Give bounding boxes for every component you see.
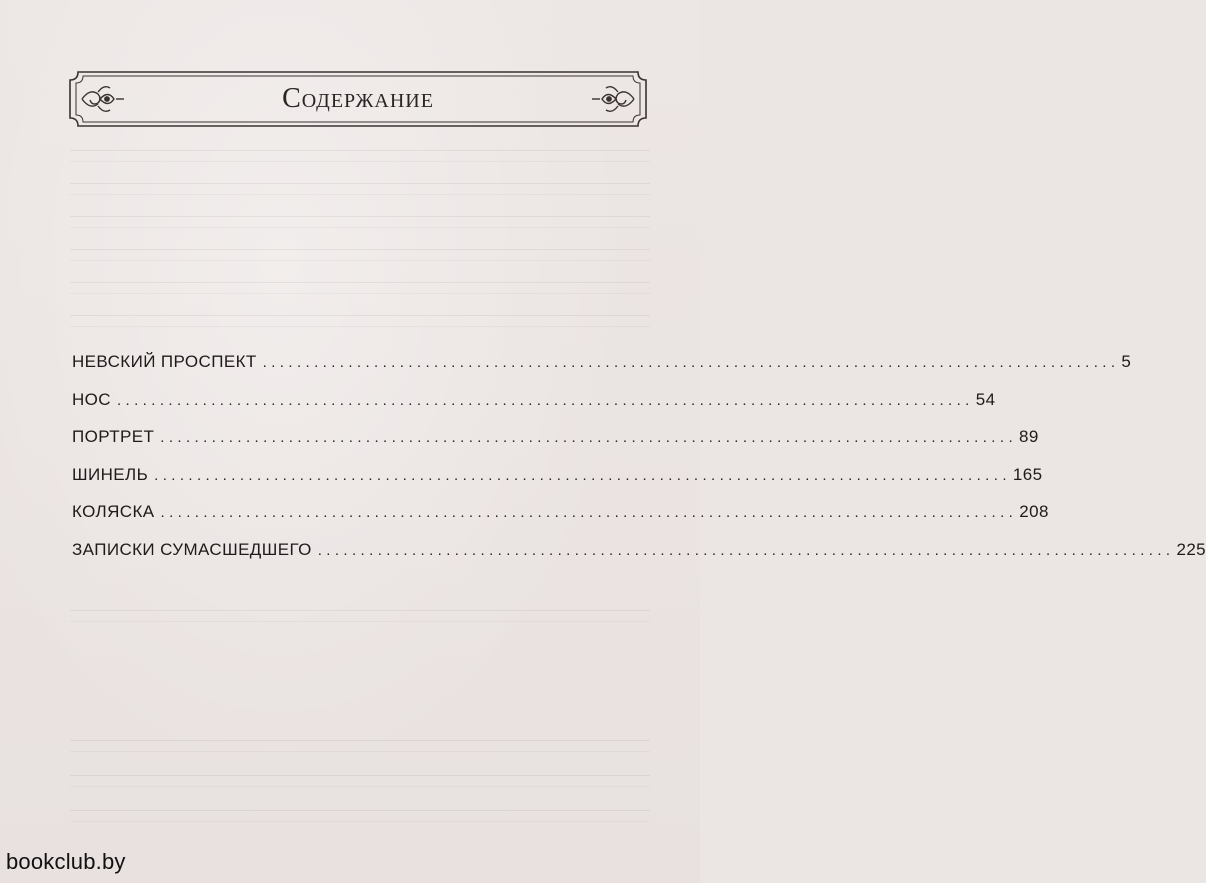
toc-entry-page: 5 xyxy=(1121,352,1132,371)
show-through-line xyxy=(70,282,650,294)
show-through-line xyxy=(70,249,650,261)
show-through-line xyxy=(70,183,650,195)
toc-entry-title: ЗАПИСКИ СУМАСШЕДШЕГО xyxy=(72,539,312,559)
toc-entry-title: ПОРТРЕТ xyxy=(72,427,155,446)
header-frame xyxy=(68,70,648,128)
show-through-line xyxy=(70,775,650,787)
toc-leader-dots: .................................................................................................... xyxy=(154,466,1011,484)
toc-entry-page: 225 xyxy=(1176,539,1206,559)
toc-entry[interactable] xyxy=(72,464,1043,503)
show-through-line xyxy=(70,810,650,822)
toc-entry-title: КОЛЯСКА xyxy=(72,502,155,521)
page-title: Содержание xyxy=(282,83,434,114)
toc-entry[interactable] xyxy=(72,427,1039,465)
show-through-line xyxy=(70,216,650,228)
toc-entry-page: 165 xyxy=(1012,464,1043,484)
toc-entry-title: НОС xyxy=(72,389,111,409)
toc-entry[interactable] xyxy=(72,502,1049,540)
toc-leader-dots: .................................................................................................... xyxy=(160,504,1018,521)
show-through-line xyxy=(70,740,650,752)
toc-leader-dots: .................................................................................................... xyxy=(317,541,1175,559)
toc-entry-title: ШИНЕЛЬ xyxy=(72,464,149,484)
show-through-line xyxy=(70,610,650,622)
toc-entry[interactable] xyxy=(72,389,996,428)
toc-entry-page: 208 xyxy=(1019,502,1049,521)
table-of-contents xyxy=(72,352,1206,577)
toc-entry[interactable] xyxy=(72,352,1132,390)
toc-leader-dots: .................................................................................................... xyxy=(262,354,1120,371)
show-through-line xyxy=(70,315,650,327)
show-through-line xyxy=(70,150,650,162)
toc-entry-page: 54 xyxy=(975,389,996,409)
toc-leader-dots: .................................................................................................... xyxy=(116,391,974,409)
watermark: bookclub.by xyxy=(6,849,126,874)
toc-leader-dots: .................................................................................................... xyxy=(160,429,1018,446)
toc-entry[interactable] xyxy=(72,539,1206,578)
toc-entry-page: 89 xyxy=(1019,427,1039,446)
toc-entry-title: НЕВСКИЙ ПРОСПЕКТ xyxy=(72,352,257,371)
